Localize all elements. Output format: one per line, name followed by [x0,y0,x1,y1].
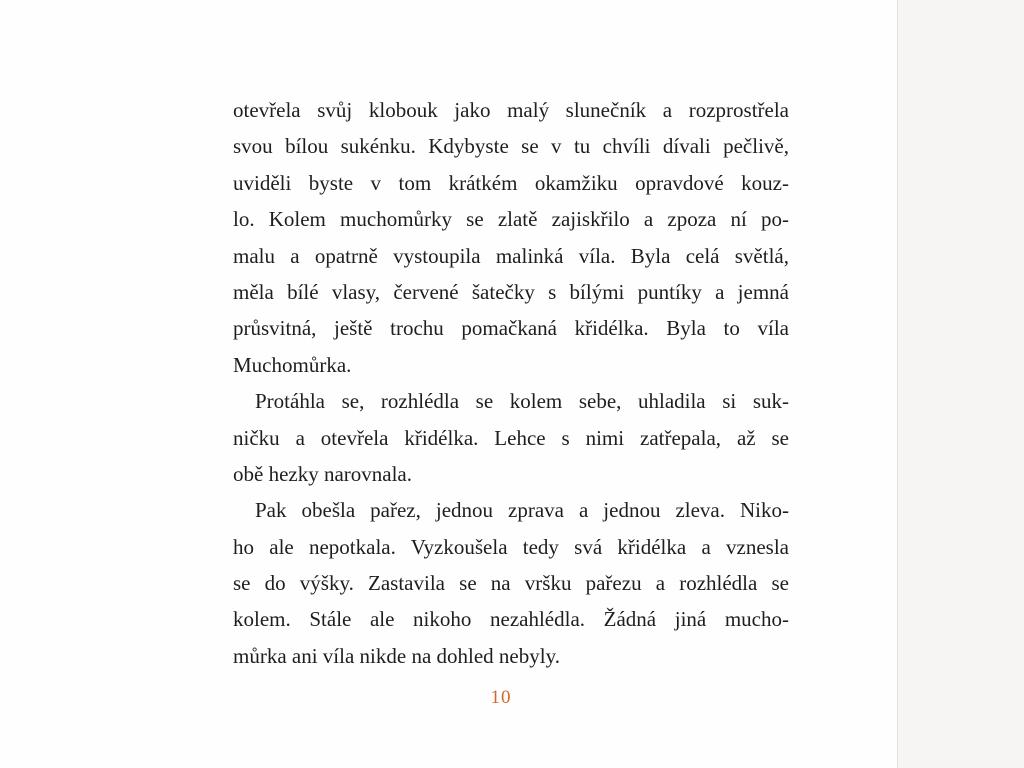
text-line: svou bílou sukénku. Kdybyste se v tu chvíli dívali pečlivě, [233,134,789,159]
text-line: obě hezky narovnala. [233,461,413,486]
text-line: uviděli byste v tom krátkém okamžiku opravdové kouz- [233,170,789,195]
text-line: ničku a otevřela křidélka. Lehce s nimi zatřepala, až se [233,425,789,450]
text-line: se do výšky. Zastavila se na vršku pařezu a rozhlédla se [233,571,789,596]
body-text [233,92,789,674]
text-line: měla bílé vlasy, červené šatečky s bílými puntíky a jemná [233,279,789,304]
text-line: průsvitná, ještě trochu pomačkaná křidélka. Byla to víla [233,316,789,341]
page-edge [897,0,1024,768]
paragraph-1 [233,92,789,383]
paragraph-2 [233,383,789,492]
text-line: můrka ani víla nikde na dohled nebyly. [233,643,560,668]
text-line: Pak obešla pařez, jednou zprava a jednou zleva. Niko- [255,498,789,523]
text-line: ho ale nepotkala. Vyzkoušela tedy svá křidélka a vznesla [233,534,789,559]
text-line: Protáhla se, rozhlédla se kolem sebe, uhladila si suk- [255,389,789,414]
text-line: otevřela svůj klobouk jako malý slunečník a rozprostřela [233,98,789,122]
paragraph-3 [233,492,789,674]
text-line: Muchomůrka. [233,352,352,377]
text-line: lo. Kolem muchomůrky se zlatě zajiskřilo a zpoza ní po- [233,207,789,232]
text-line: kolem. Stále ale nikoho nezahlédla. Žádná jiná mucho- [233,607,789,632]
text-line: malu a opatrně vystoupila malinká víla. Byla celá světlá, [233,243,789,268]
page-number: 10 [490,687,512,708]
